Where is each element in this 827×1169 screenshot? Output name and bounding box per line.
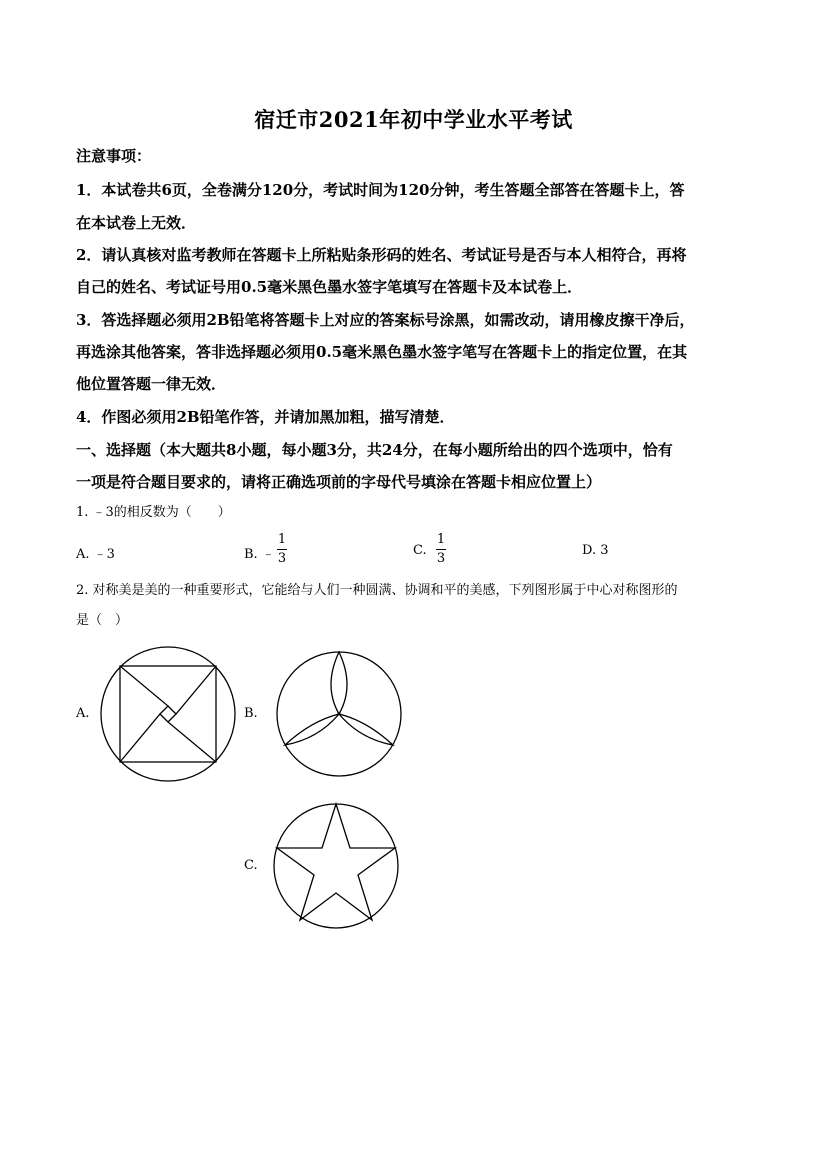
- pinwheel-square-figure: [98, 644, 238, 784]
- q1-option-d: D. 3: [582, 543, 609, 558]
- q1-option-b-denominator: 3: [277, 551, 287, 566]
- three-petal-figure: [274, 651, 404, 777]
- q2-label-c: C.: [244, 858, 258, 873]
- exam-title: 宿迁市2021年初中学业水平考试: [254, 107, 573, 132]
- q2-label-a: A.: [76, 706, 90, 721]
- section1-heading-line-1: 一、选择题（本大题共8小题，每小题3分，共24分，在每小题所给出的四个选项中，恰有: [76, 441, 673, 459]
- notice-item-3-line-3: 他位置答题一律无效．: [76, 375, 227, 393]
- q2-stem-line-2: 是（ ）: [76, 613, 129, 628]
- q1-stem: 1. ﹣3的相反数为（ ）: [76, 505, 231, 520]
- notice-item-3-line-2: 再选涂其他答案，答非选择题必须用0.5毫米黑色墨水签字笔写在答题卡上的指定位置，在其: [76, 343, 688, 361]
- notice-item-1-line-1: 1．本试卷共6页，全卷满分120分，考试时间为120分钟，考生答题全部答在答题卡上，答: [76, 181, 685, 199]
- q2-label-b: B.: [244, 706, 258, 721]
- q2-stem-line-1: 2. 对称美是美的一种重要形式，它能给与人们一种圆满、协调和平的美感，下列图形属于中心对称图形的: [76, 583, 678, 598]
- notice-item-2-line-1: 2．请认真核对监考教师在答题卡上所粘贴条形码的姓名、考试证号是否与本人相符合，再将: [76, 246, 687, 264]
- q1-option-c-numerator: 1: [436, 532, 446, 547]
- star-in-circle-figure: [269, 802, 403, 930]
- q1-option-a: A. ﹣3: [76, 547, 115, 562]
- q1-option-c-denominator: 3: [436, 551, 446, 566]
- q1-option-c-fraction: [436, 532, 446, 567]
- notice-heading: 注意事项：: [76, 147, 152, 165]
- notice-item-3-line-1: 3．答选择题必须用2B铅笔将答题卡上对应的答案标号涂黑，如需改动，请用橡皮擦干净后，: [76, 311, 695, 329]
- q1-option-b-fraction: [277, 532, 287, 567]
- q1-option-b-prefix: B. ﹣: [244, 547, 275, 562]
- notice-item-4-line-1: 4．作图必须用2B铅笔作答，并请加黑加粗，描写清楚．: [76, 408, 455, 426]
- fraction-bar: [277, 549, 287, 550]
- fraction-bar: [436, 549, 446, 550]
- q1-option-b-numerator: 1: [277, 532, 287, 547]
- notice-item-2-line-2: 自己的姓名、考试证号用0.5毫米黑色墨水签字笔填写在答题卡及本试卷上．: [76, 278, 583, 296]
- notice-item-1-line-2: 在本试卷上无效．: [76, 214, 197, 232]
- q1-option-c-prefix: C.: [413, 543, 427, 558]
- section1-heading-line-2: 一项是符合题目要求的，请将正确选项前的字母代号填涂在答题卡相应位置上）: [76, 473, 602, 491]
